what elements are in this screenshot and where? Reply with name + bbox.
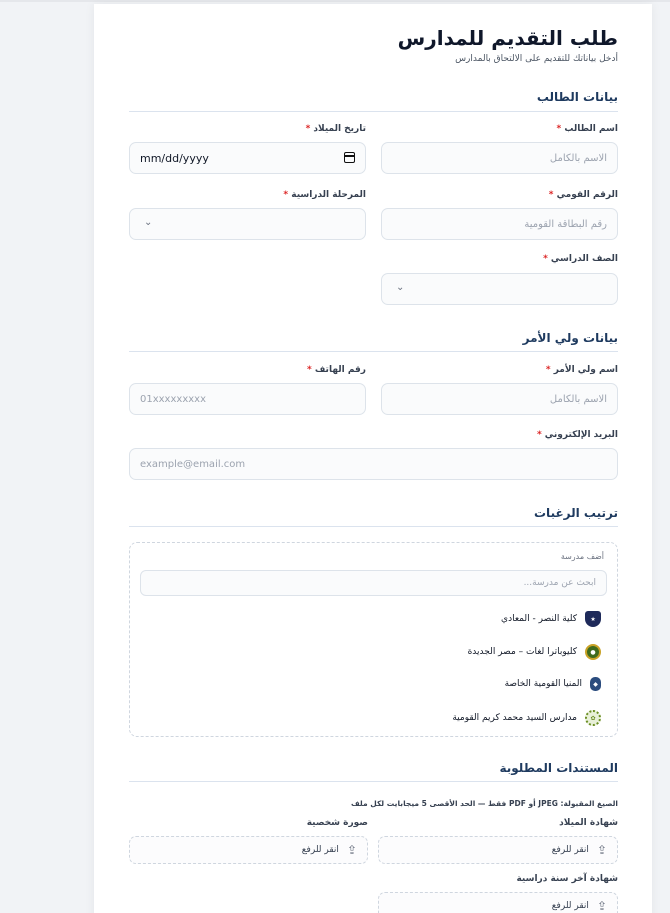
photo-upload[interactable]: ⇪ انقر للرفع <box>129 836 368 864</box>
wreath-crest-icon: ✿ <box>585 710 601 726</box>
school-option[interactable] <box>452 710 601 726</box>
guardian-name-input[interactable]: الاسم بالكامل <box>381 383 618 415</box>
school-name: كلية النصر - المعادي <box>501 614 577 624</box>
phone-input[interactable]: 01xxxxxxxxx <box>129 383 366 415</box>
upload-icon: ⇪ <box>346 843 357 857</box>
guardian-section-title: بيانات ولي الأمر <box>522 331 618 345</box>
national-id-input[interactable]: رقم البطاقة القومية <box>381 208 618 240</box>
dob-input[interactable]: mm/dd/yyyy <box>129 142 366 174</box>
school-name: المنيا القومية الخاصة <box>504 679 582 689</box>
last-year-cert-label: شهادة آخر سنة دراسية <box>516 874 618 884</box>
school-name: مدارس السيد محمد كريم القومية <box>452 713 577 723</box>
top-border <box>0 0 670 2</box>
section-divider <box>129 351 618 352</box>
badge-crest-icon: ◆ <box>590 677 601 691</box>
stage-label: المرحلة الدراسية * <box>283 190 366 200</box>
preferences-section-title: ترتيب الرغبات <box>534 506 618 520</box>
school-name: كليوباترا لغات – مصر الجديدة <box>467 647 577 657</box>
student-section-title: بيانات الطالب <box>536 90 618 104</box>
chevron-down-icon: ⌄ <box>396 282 405 293</box>
email-label: البريد الإلكتروني * <box>536 430 618 440</box>
photo-label: صورة شخصية <box>306 818 368 828</box>
student-name-label: اسم الطالب * <box>556 124 618 134</box>
section-divider <box>129 526 618 527</box>
guardian-name-label: اسم ولي الأمر * <box>545 365 618 375</box>
stage-select[interactable] <box>129 208 366 240</box>
phone-label: رقم الهاتف * <box>306 365 366 375</box>
section-divider <box>129 781 618 782</box>
round-crest-icon: ● <box>585 644 601 660</box>
grade-select[interactable] <box>381 273 618 305</box>
student-name-input[interactable]: الاسم بالكامل <box>381 142 618 174</box>
grade-label: الصف الدراسي * <box>543 254 618 264</box>
upload-icon: ⇪ <box>596 899 607 913</box>
school-option[interactable] <box>505 677 601 691</box>
page-title: طلب التقديم للمدارس <box>397 26 618 50</box>
last-year-cert-upload[interactable]: ⇪ انقر للرفع <box>378 892 618 913</box>
section-divider <box>129 111 618 112</box>
application-card <box>94 4 652 913</box>
dob-label: تاريخ الميلاد * <box>305 124 366 134</box>
birth-cert-upload[interactable]: ⇪ انقر للرفع <box>378 836 618 864</box>
documents-note: الصيغ المقبولة: JPEG أو PDF فقط — الحد الأقصى 5 ميجابايت لكل ملف <box>351 799 618 808</box>
documents-section-title: المستندات المطلوبة <box>499 761 618 775</box>
birth-cert-label: شهادة الميلاد <box>559 818 618 828</box>
school-option[interactable] <box>501 611 601 627</box>
school-option[interactable] <box>468 644 601 660</box>
upload-icon: ⇪ <box>596 843 607 857</box>
preferences-box <box>129 542 618 737</box>
email-input[interactable]: example@email.com <box>129 448 618 480</box>
chevron-down-icon: ⌄ <box>144 217 153 228</box>
calendar-icon[interactable] <box>344 152 355 163</box>
school-search-input[interactable]: ابحث عن مدرسة... <box>140 570 607 596</box>
national-id-label: الرقم القومي * <box>548 190 618 200</box>
shield-crest-icon: ★ <box>585 611 601 627</box>
add-school-hint: أضف مدرسة <box>560 552 604 561</box>
page-subtitle: أدخل بياناتك للتقديم على الالتحاق بالمدارس <box>455 54 618 64</box>
